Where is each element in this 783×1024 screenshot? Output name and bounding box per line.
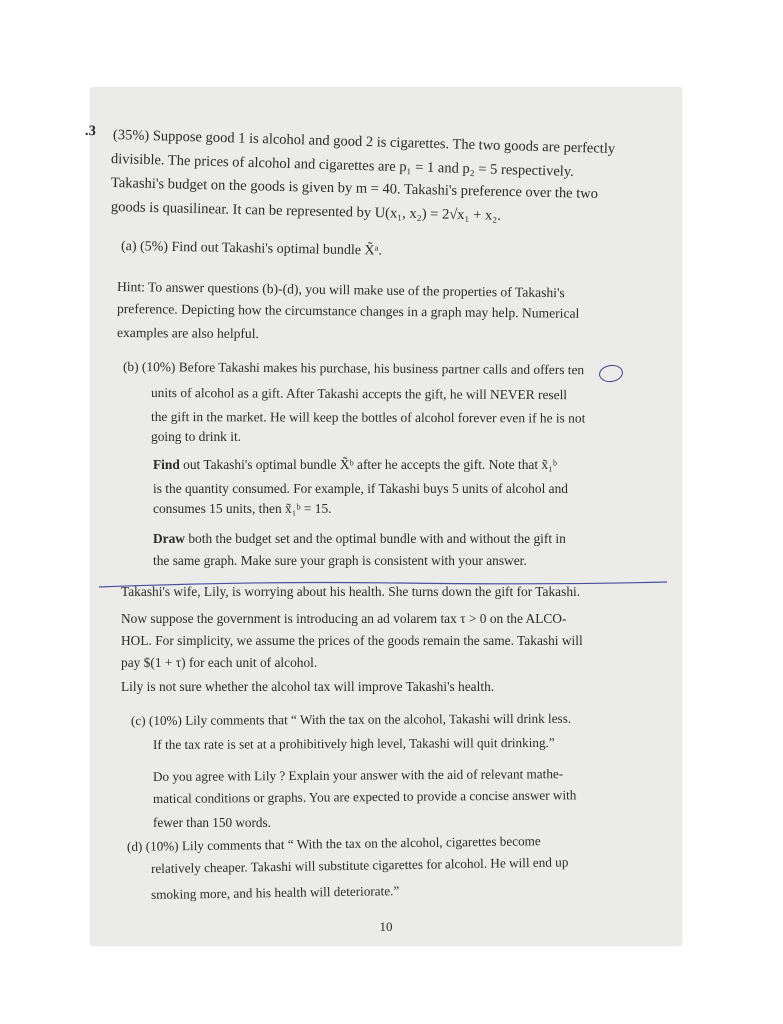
part-b-line: (b) (10%) Before Takashi makes his purchase, his business partner calls and offers ten xyxy=(122,359,585,378)
hint-line: Hint: To answer questions (b)-(d), you will make use of the properties of Takashi's xyxy=(116,279,565,301)
draw-text: both the budget set and the optimal bundle with and without the gift in xyxy=(184,531,566,546)
part-b-line: going to drink it. xyxy=(151,429,242,444)
intro-line: Takashi's budget on the goods is given by m = 40. Takashi's preference over the two xyxy=(110,175,599,203)
lily-line: Now suppose the government is introducing an ad volarem tax τ > 0 on the ALCO- xyxy=(121,611,567,626)
part-d-line: (d) (10%) Lily comments that “ With the tax on the alcohol, cigarettes become xyxy=(126,833,541,854)
part-c-line: (c) (10%) Lily comments that “ With the tax on the alcohol, Takashi will drink less. xyxy=(130,710,572,728)
part-c-line: Do you agree with Lily ? Explain your answer with the aid of relevant mathe- xyxy=(152,766,564,784)
intro-line: goods is quasilinear. It can be represented by U(x₁, x₂) = 2√x₁ + x₂. xyxy=(110,199,502,224)
part-d-line: smoking more, and his health will deteriorate.” xyxy=(150,883,400,902)
hint-line: preference. Depicting how the circumstance changes in a graph may help. Numerical xyxy=(116,301,580,321)
find-line: is the quantity consumed. For example, if Takashi buys 5 units of alcohol and xyxy=(153,481,568,496)
find-line: consumes 15 units, then x̃₁ᵇ = 15. xyxy=(153,501,332,516)
lily-line: HOL. For simplicity, we assume the prices of the goods remain the same. Takashi will xyxy=(121,633,583,648)
draw-label: Draw xyxy=(153,531,185,546)
part-d-line: relatively cheaper. Takashi will substitute cigarettes for alcohol. He will end up xyxy=(150,854,569,876)
exam-page xyxy=(84,88,681,945)
find-line xyxy=(153,456,557,474)
lily-line: pay $(1 + τ) for each unit of alcohol. xyxy=(121,655,318,670)
intro-line: (35%) Suppose good 1 is alcohol and good 2 is cigarettes. The two goods are perfectly xyxy=(112,127,616,158)
lily-line: Takashi's wife, Lily, is worrying about his health. She turns down the gift for Takashi. xyxy=(121,584,581,599)
part-b-line: units of alcohol as a gift. After Takashi accepts the gift, he will NEVER resell xyxy=(150,385,568,403)
part-c-line: fewer than 150 words. xyxy=(153,815,271,830)
question-number: .3 xyxy=(84,122,97,140)
page-number: 10 xyxy=(379,919,393,934)
part-a: (a) (5%) Find out Takashi's optimal bundle X̃ᵃ. xyxy=(120,239,383,259)
draw-line xyxy=(153,530,566,548)
part-c-line: If the tax rate is set at a prohibitively high level, Takashi will quit drinking.” xyxy=(152,734,555,752)
part-b-line: the gift in the market. He will keep the bottles of alcohol forever even if he is not xyxy=(150,409,586,426)
part-c-line: matical conditions or graphs. You are expected to provide a concise answer with xyxy=(152,787,577,806)
find-text: out Takashi's optimal bundle X̃ᵇ after he accepts the gift. Note that x̃₁ᵇ xyxy=(179,457,557,472)
handwritten-circle xyxy=(598,363,624,383)
hint-line: examples are also helpful. xyxy=(116,325,259,341)
lily-line: Lily is not sure whether the alcohol tax will improve Takashi's health. xyxy=(121,679,495,694)
draw-line: the same graph. Make sure your graph is consistent with your answer. xyxy=(153,553,527,568)
intro-line: divisible. The prices of alcohol and cigarettes are p₁ = 1 and p₂ = 5 respectively. xyxy=(110,151,574,180)
find-label: Find xyxy=(153,457,180,472)
